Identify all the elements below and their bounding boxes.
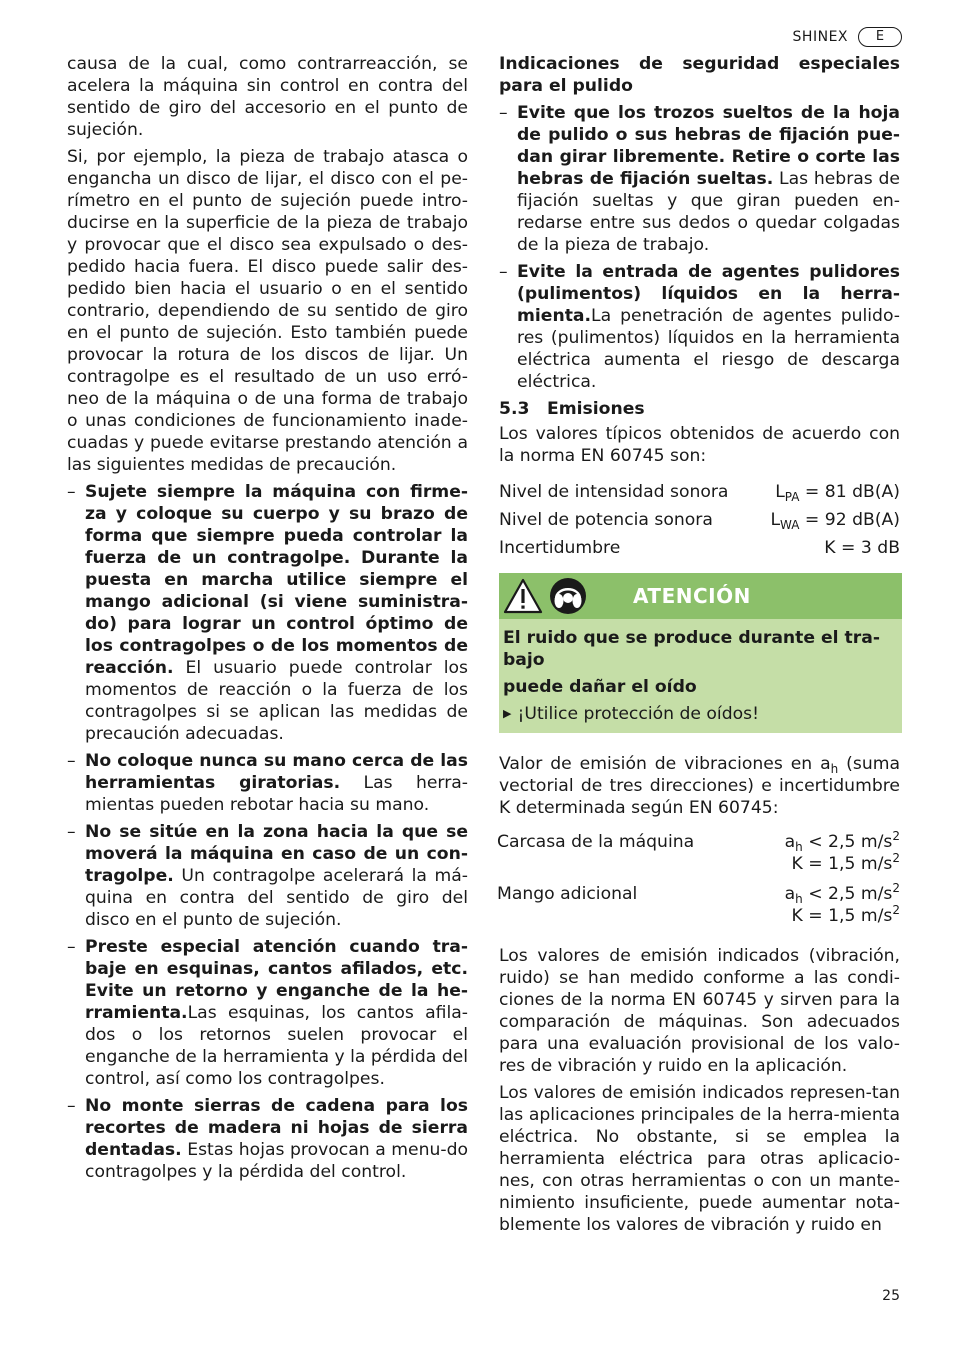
page-number: 25 [882,1288,900,1304]
noise-row [499,509,900,531]
symbol: L [770,510,781,530]
safety-item [67,936,468,1090]
brand-name: SHINEX [792,29,848,45]
warning-header [499,573,902,619]
warning-text-bold: El ruido que se produce durante el tra-bajo [503,628,880,670]
safety-item-text: Las herra-mientas pueden rebotar hacia su mano. [85,773,469,815]
value: K = 1,5 m/s [791,854,893,874]
noise-row [499,537,900,559]
vibration-intro-text: Valor de emisión de vibraciones en a [499,754,831,774]
value: = 81 dB(A) [799,482,900,502]
value: < 2,5 m/s [802,884,893,904]
warning-icons [503,577,587,615]
symbol-subscript: h [795,892,803,906]
vibration-value [785,883,900,905]
noise-table [499,481,900,559]
vibration-intro-text: (suma vectorial de tres direcciones) e incertidumbre K determinada según EN 60745: [499,754,900,818]
section-name: Emisiones [547,399,645,419]
warning-line [503,676,898,698]
ear-protection-icon [549,577,587,615]
vibration-row [497,831,900,853]
right-column [499,53,900,1241]
safety-item-bold: Evite la entrada de agentes pulidores (pulimentos) líquidos en la herra-mienta. [517,262,900,326]
noise-value: K = 3 dB [824,538,900,558]
safety-item-text: Estas hojas provocan a menu-do contragolpes y la pérdida del control. [85,1140,468,1182]
paragraph: Los valores de emisión indicados represen-tan las aplicaciones principales de la herra-mienta eléctrica. No obstante, si se emplea la herramienta eléctrica para otras aplicacio-nes, con otras herramientas o con un mante-nimiento insuficiente, puede aumentar nota-blemente los valores de vibración y ruido en [499,1083,900,1235]
safety-item [67,750,468,816]
safety-item-bold: No se sitúe en la zona hacia la que se moverá la máquina en caso de un con-tragolpe. [85,822,468,886]
warning-action-text: ¡Utilice protección de oídos! [517,704,759,724]
vibration-uncertainty-row [497,905,900,927]
warning-action [503,703,898,725]
vibration-uncertainty [791,853,900,875]
vibration-value [785,831,900,853]
unit-exponent: 2 [892,851,900,865]
symbol: a [784,884,796,904]
value: < 2,5 m/s [802,832,893,852]
symbol: L [775,482,785,502]
safety-item-text: Un contragolpe acelerará la má-quina en contra del sentido de giro del disco en el punto de sujeción. [85,866,468,930]
safety-item [499,102,900,256]
noise-row [499,481,900,503]
safety-item [67,1095,468,1183]
noise-label: Nivel de potencia sonora [499,510,713,530]
vibration-label: Mango adicional [497,884,638,904]
warning-line [503,627,898,671]
unit-exponent: 2 [892,881,900,895]
symbol-subscript: h [795,840,803,854]
safety-item-text: Las esquinas, los cantos afila-dos o los retornos suelen provocar el enganche de la herramienta y la pérdida del control, así como los contragolpes. [85,1003,468,1089]
safety-item-bold: No coloque nunca su mano cerca de las herramientas giratorias. [85,751,468,793]
noise-value [770,509,900,531]
language-badge: E [858,27,902,47]
vibration-uncertainty [791,905,900,927]
warning-title: ATENCIÓN [633,584,751,608]
vibration-table [497,831,900,927]
spacer [497,905,747,927]
safety-item [67,821,468,931]
symbol-subscript: h [830,762,839,776]
spacer [497,853,747,875]
symbol-subscript: PA [784,490,800,504]
safety-item-bold: No monte sierras de cadena para los recortes de madera ni hojas de sierra dentadas. [85,1096,468,1160]
safety-item [499,261,900,393]
value: = 92 dB(A) [799,510,900,530]
safety-item-text: El usuario puede controlar los momentos de reacción o la fuerza de los contragolpes si se aplican las medidas de precaución adecuadas. [85,658,468,744]
safety-item-text: Las hebras de fijación sueltas y que giran pueden en-redarse entre sus dedos o quedar colgadas de la pieza de trabajo. [517,169,901,255]
vibration-uncertainty-row [497,853,900,875]
vibration-row [497,883,900,905]
paragraph: Si, por ejemplo, la pieza de trabajo atasca o engancha un disco de lijar, el disco con el pe-rímetro en el punto de sujeción puede intro-ducirse en la superficie de la pieza de trabajo y provocar que el disco sea expulsado o des-pedido hacia fuera. El disco puede salir des-pedido bien hacia el usuario o en el sentido contrario, dependiendo de su sentido de giro en el punto de sujeción. Esto también puede provocar la rotura de los discos de lijar. Un contragolpe es el resultado de un uso erró-neo de la máquina o de una forma de trabajo o unas condiciones de funcionamiento inade-cuadas y puede evitarse prestando atención a las siguientes medidas de precaución. [67,147,468,475]
value: K = 1,5 m/s [791,906,893,926]
paragraph: Los valores típicos obtenidos de acuerdo con la norma EN 60745 son: [499,424,900,466]
safety-item-text: La penetración de agentes pulido-res (pulimentos) líquidos en la herramienta eléctrica aumenta el riesgo de descarga eléctrica. [517,306,900,392]
safety-item [67,481,468,745]
unit-exponent: 2 [892,903,900,917]
noise-value [775,481,900,503]
section-title [499,398,900,420]
noise-label: Incertidumbre [499,538,621,558]
paragraph: Los valores de emisión indicados (vibración, ruido) se han medido conforme a las condi-ciones de la norma EN 60745 y sirven para la comparación de máquinas. Son adecuados para una evaluación provisional de los valo-res de vibración y ruido en la aplicación. [499,946,900,1076]
symbol-subscript: WA [780,518,800,532]
warning-text-bold: puede dañar el oído [503,677,697,697]
vibration-label: Carcasa de la máquina [497,832,695,852]
noise-label: Nivel de intensidad sonora [499,482,729,502]
left-column [67,53,468,1188]
warning-body [499,619,902,733]
symbol: a [784,832,796,852]
safety-item-bold: Sujete siempre la máquina con firme-za y coloque su cuerpo y su brazo de forma que siempre pueda controlar la fuerza de un contragolpe. Durante la puesta en marcha utilice siempre el mango adicional (si viene suministra-do) para lograr un control óptimo de los contragolpes o de los momentos de reacción. [85,482,468,678]
safety-item-bold: Evite que los trozos sueltos de la hoja de pulido o sus hebras de fijación pue-dan girar libremente. Retire o corte las hebras de fijación sueltas. [517,103,900,189]
page-header [793,26,902,48]
paragraph: causa de la cual, como contrarreacción, se acelera la máquina sin control en contra del sentido de giro del accesorio en el punto de sujeción. [67,54,468,140]
warning-box [499,573,902,733]
unit-exponent: 2 [892,829,900,843]
safety-item-bold: Preste especial atención cuando tra-baje en esquinas, cantos afilados, etc. Evite un retorno y enganche de la he-rramienta. [85,937,468,1023]
paragraph [499,753,900,819]
section-heading: Indicaciones de seguridad especiales para el pulido [499,54,900,96]
warning-triangle-icon [503,578,543,614]
arrow-right-icon: ▶ [503,707,512,720]
section-number: 5.3 [499,399,530,419]
